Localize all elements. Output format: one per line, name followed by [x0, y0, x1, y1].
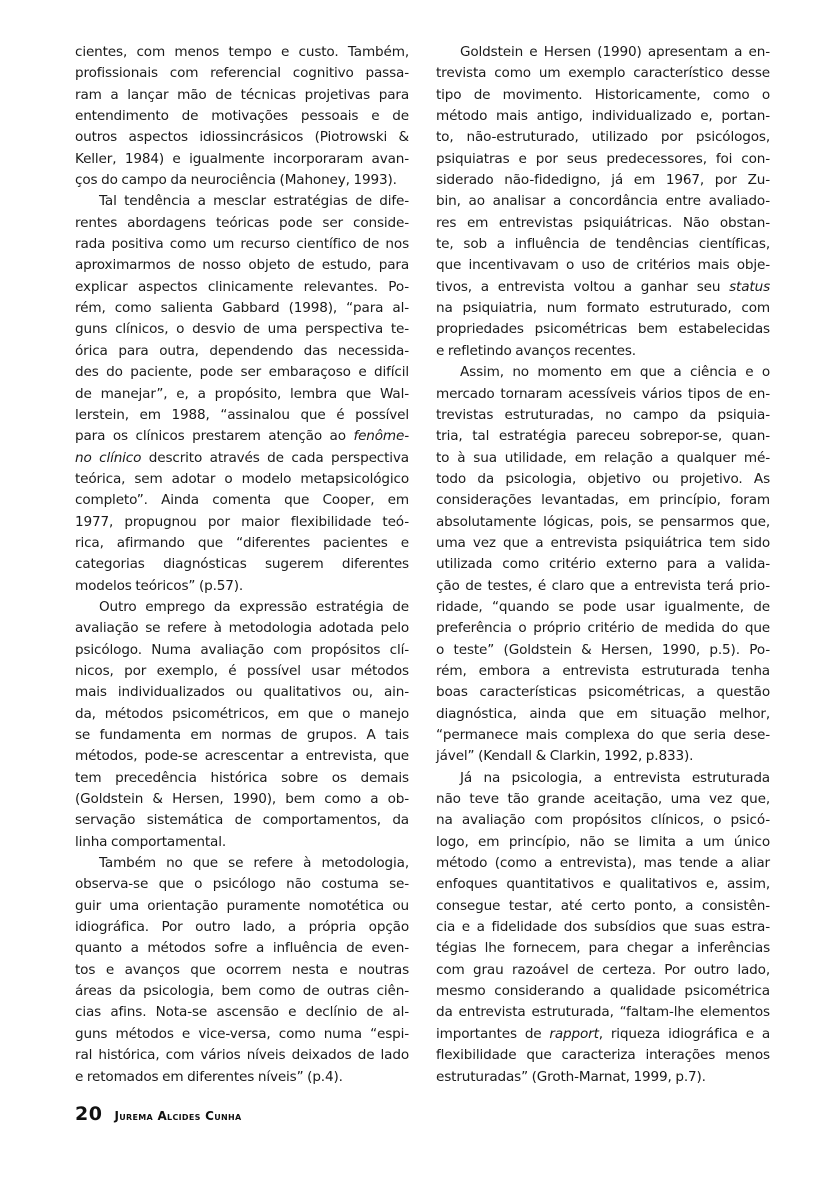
text-line: outros aspectos idiossincrásicos (Piotrowski & [75, 129, 409, 146]
text-line: jável” (Kendall & Clarkin, 1992, p.833). [436, 748, 694, 765]
running-head-author: Jurema Alcides Cunha [114, 1109, 242, 1123]
text-line: cientes, com menos tempo e custo. Também, [75, 44, 409, 60]
text-line: siderado não-fidedigno, já em 1967, por Zu- [436, 172, 770, 189]
text-line: absolutamente lógicas, pois, se pensarmos que, [436, 513, 770, 530]
text-line: cias afins. Nota-se ascensão e declínio de al- [75, 1004, 409, 1021]
text-line: consegue testar, até certo ponto, a consistên- [436, 897, 770, 914]
text-line: Também no que se refere à metodologia, [99, 855, 409, 872]
text-line: res em entrevistas psiquiátricas. Não obstan- [436, 214, 770, 231]
text-line: o teste” (Goldstein & Hersen, 1990, p.5). Po- [436, 641, 770, 658]
text-line: tipo de movimento. Historicamente, como o [436, 86, 770, 103]
paragraph [436, 768, 770, 1088]
text-line: mais individualizados ou qualitativos ou, ain- [75, 684, 409, 701]
text-line: Keller, 1984) e igualmente incorporaram avan- [75, 150, 409, 167]
text-line: Goldstein e Hersen (1990) apresentam a en- [460, 44, 770, 60]
paragraph [75, 191, 409, 597]
text-line: diagnóstica, ainda que em situação melhor, [436, 705, 770, 722]
right-column [436, 42, 770, 1088]
text-line: na psiquiatria, num formato estruturado, com [436, 300, 770, 317]
text-line: rada positiva como um recurso científico de nos [75, 236, 409, 253]
text-line: Outro emprego da expressão estratégia de [99, 598, 409, 615]
text-line: des do paciente, pode ser embaraçoso e difícil [75, 364, 409, 381]
page-footer [75, 1103, 242, 1125]
text-line: na avaliação com propósitos clínicos, o psicó- [436, 812, 770, 829]
italic-term: status [729, 278, 770, 295]
text-line: 1977, propugnou por maior flexibilidade teó- [75, 513, 409, 530]
text-line: todo da psicologia, objetivo ou projetivo. As [436, 470, 770, 487]
text-line: to, não-estruturado, utilizado por psicólogos, [436, 129, 770, 146]
text-line: boas características psicométricas, a questão [436, 684, 770, 701]
text-line: ridade, “quando se pode usar igualmente, de [436, 598, 770, 615]
text-line: ram a lançar mão de técnicas projetivas para [75, 86, 409, 103]
text-line: explicar aspectos clinicamente relevantes. Po- [75, 278, 409, 295]
text-line: da entrevista estruturada, “faltam-lhe elementos [436, 1004, 770, 1021]
text-line: cia e a fidelidade dos subsídios que suas estra- [436, 919, 770, 936]
text-line: não teve tão grande aceitação, uma vez que, [436, 791, 770, 808]
text-line: ção de testes, é claro que a entrevista terá prio- [436, 577, 770, 594]
text-line: preferência o próprio critério de medida do que [436, 620, 770, 637]
text-line: “permanece mais complexa do que seria dese- [436, 727, 770, 743]
text-line: tégias lhe fornecem, para chegar a inferências [436, 940, 770, 957]
text-line: ços do campo da neurociência (Mahoney, 1993). [75, 172, 397, 189]
text-line: observa-se que o psicólogo não costuma se- [75, 876, 409, 893]
text-line: tem precedência histórica sobre os demais [75, 769, 409, 786]
text-line: modelos teóricos” (p.57). [75, 577, 244, 594]
text-line: e retomados em diferentes níveis” (p.4). [75, 1068, 343, 1085]
paragraph [75, 42, 409, 191]
text-line: da, métodos psicométricos, em que o manejo [75, 705, 409, 722]
italic-term: no clínico [75, 449, 142, 466]
text-line: tria, tal estratégia pareceu sobrepor-se, quan- [436, 428, 770, 445]
text-line: guir uma orientação puramente nomotética ou [75, 897, 409, 914]
text-line: categorias diagnósticas sugerem diferentes [75, 556, 409, 573]
text-line: estruturadas” (Groth-Marnat, 1999, p.7). [436, 1068, 706, 1085]
text-line: no clínico descrito através de cada perspectiva [75, 449, 409, 466]
italic-term: rapport [549, 1025, 599, 1042]
text-line: aproximarmos de nosso objeto de estudo, para [75, 257, 409, 274]
text-line: importantes de rapport, riqueza idiográfica e a [436, 1025, 770, 1042]
text-line: bin, ao analisar a concordância entre avaliado- [436, 193, 770, 210]
text-line: ral histórica, com vários níveis deixados de lado [75, 1047, 409, 1064]
text-line: tivos, a entrevista voltou a ganhar seu status [436, 278, 770, 295]
text-line: mesmo considerando a qualidade psicométrica [436, 983, 770, 1000]
paragraph [436, 362, 770, 768]
text-line: método mais antigo, individualizado e, portan- [436, 108, 770, 125]
text-line: com grau razoável de certeza. Por outro lado, [436, 961, 770, 978]
text-line: considerações levantadas, em princípio, foram [436, 492, 770, 509]
text-line: que incentivavam o uso de critérios mais obje- [436, 257, 770, 274]
text-line: quanto a métodos sofre a influência de even- [75, 940, 409, 957]
text-line: guns métodos e vice-versa, como numa “espi- [75, 1025, 409, 1042]
text-line: flexibilidade que caracteriza interações menos [436, 1047, 770, 1064]
text-line: guns clínicos, o desvio de uma perspectiva te- [75, 321, 409, 338]
text-line: psiquiatras e por seus predecessores, foi con- [436, 150, 770, 167]
text-line: trevista como um exemplo característico desse [436, 65, 770, 82]
text-line: logo, em princípio, não se limita a um único [436, 833, 770, 850]
text-line: para os clínicos prestarem atenção ao fenôme- [75, 428, 409, 445]
text-line: profissionais com referencial cognitivo passa- [75, 65, 409, 82]
text-line: Já na psicologia, a entrevista estruturada [460, 769, 770, 786]
left-column [75, 42, 409, 1088]
text-line: e refletindo avanços recentes. [436, 342, 636, 359]
paragraph [75, 597, 409, 853]
text-line: lerstein, em 1988, “assinalou que é possível [75, 406, 409, 423]
text-line: to à sua utilidade, em relação a qualquer mé- [436, 449, 770, 466]
page-number: 20 [75, 1103, 103, 1125]
text-line: utilizada como critério externo para a valida- [436, 556, 770, 573]
text-line: completo”. Ainda comenta que Cooper, em [75, 492, 409, 509]
text-line: avaliação se refere à metodologia adotada pelo [75, 620, 409, 637]
text-line: linha comportamental. [75, 833, 226, 850]
text-line: rentes abordagens teóricas pode ser conside- [75, 214, 409, 231]
text-line: teórica, sem adotar o modelo metapsicológico [75, 470, 409, 487]
text-line: (Goldstein & Hersen, 1990), bem como a ob- [75, 791, 409, 808]
paragraph [436, 42, 770, 362]
text-line: te, sob a influência de tendências científicas, [436, 236, 770, 253]
text-line: órica para outra, dependendo das necessida- [75, 342, 409, 359]
paragraph [75, 853, 409, 1088]
text-line: Assim, no momento em que a ciência e o [460, 364, 770, 381]
text-line: métodos, pode-se acrescentar a entrevista, que [75, 748, 409, 765]
text-line: se fundamenta em normas de grupos. A tais [75, 727, 409, 743]
text-line: rém, como salienta Gabbard (1998), “para al- [75, 300, 409, 317]
text-line: Tal tendência a mesclar estratégias de dife- [99, 193, 409, 210]
text-line: idiográfica. Por outro lado, a própria opção [75, 919, 409, 936]
text-line: trevistas estruturadas, no campo da psiquia- [436, 406, 770, 423]
text-line: mercado tornaram acessíveis vários tipos de en- [436, 385, 770, 402]
italic-term: fenôme- [353, 428, 409, 445]
text-line: rém, embora a entrevista estruturada tenha [436, 662, 770, 679]
text-line: psicólogo. Numa avaliação com propósitos clí- [75, 641, 409, 658]
text-line: método (como a entrevista), mas tende a aliar [436, 855, 770, 872]
text-line: propriedades psicométricas bem estabelecidas [436, 321, 770, 338]
text-line: uma vez que a entrevista psiquiátrica tem sido [436, 534, 770, 551]
text-line: entendimento de motivações pessoais e de [75, 108, 409, 125]
text-line: rica, afirmando que “diferentes pacientes e [75, 534, 409, 551]
text-line: tos e avanços que ocorrem nesta e noutras [75, 961, 409, 978]
text-line: de manejar”, e, a propósito, lembra que Wal- [75, 385, 409, 402]
text-line: enfoques quantitativos e qualitativos e, assim, [436, 876, 770, 893]
text-line: nicos, por exemplo, é possível usar métodos [75, 662, 409, 679]
text-line: áreas da psicologia, bem como de outras ciên- [75, 983, 409, 1000]
text-line: servação sistemática de comportamentos, da [75, 812, 409, 829]
